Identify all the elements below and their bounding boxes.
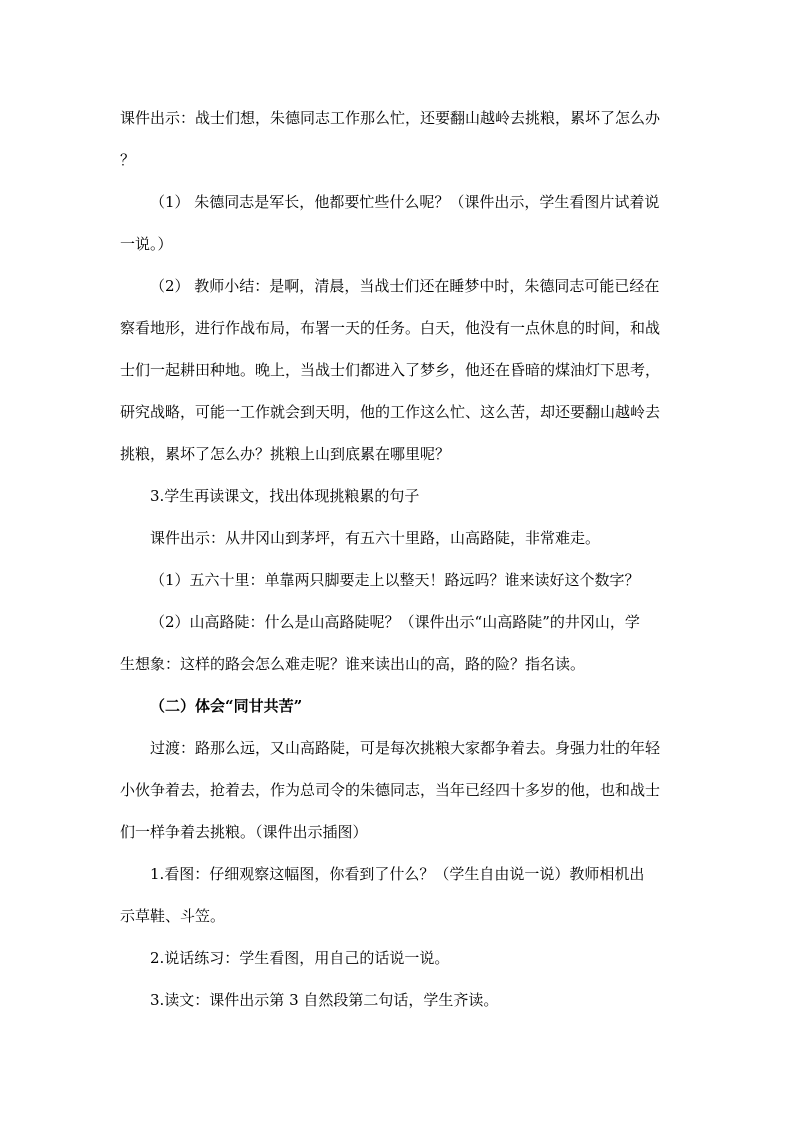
paragraph-line-2: ？ xyxy=(120,151,136,169)
paragraph-line-21: 2.说话练习：学生看图，用自己的话说一说。 xyxy=(150,949,450,967)
paragraph-line-18: 们一样争着去挑粮。（课件出示插图） xyxy=(120,823,368,841)
paragraph-line-3: （1） 朱德同志是军长，他都要忙些什么呢？（课件出示，学生看图片试着说 xyxy=(150,193,660,211)
paragraph-line-1: 课件出示：战士们想，朱德同志工作那么忙，还要翻山越岭去挑粮，累坏了怎么办 xyxy=(120,109,661,127)
paragraph-line-9: 挑粮，累坏了怎么办？挑粮上山到底累在哪里呢？ xyxy=(120,445,451,463)
paragraph-line-10: 3.学生再读课文，找出体现挑粮累的句子 xyxy=(150,487,420,505)
paragraph-line-12: （1）五六十里：单靠两只脚要走上以整天！路远吗？谁来读好这个数字？ xyxy=(150,571,640,589)
paragraph-line-13: （2）山高路陡：什么是山高路陡呢？（课件出示“山高路陡”的井冈山，学 xyxy=(150,613,640,631)
paragraph-line-17: 小伙争着去，抢着去，作为总司令的朱德同志，当年已经四十多岁的他，也和战士 xyxy=(120,781,661,799)
paragraph-line-19: 1.看图：仔细观察这幅图，你看到了什么？（学生自由说一说）教师相机出 xyxy=(150,865,645,883)
paragraph-line-5: （2） 教师小结：是啊，清晨，当战士们还在睡梦中时，朱德同志可能已经在 xyxy=(150,277,660,295)
section-heading: （二）体会“同甘共苦” xyxy=(150,697,303,715)
paragraph-line-7: 士们一起耕田种地。晚上，当战士们都进入了梦乡，他还在昏暗的煤油灯下思考， xyxy=(120,361,661,379)
paragraph-line-22: 3.读文：课件出示第 3 自然段第二句话，学生齐读。 xyxy=(150,991,499,1009)
paragraph-line-4: 一说。） xyxy=(120,235,173,253)
paragraph-line-20: 示草鞋、斗笠。 xyxy=(120,907,226,925)
paragraph-line-8: 研究战略，可能一工作就会到天明，他的工作这么忙、这么苦，却还要翻山越岭去 xyxy=(120,403,661,421)
paragraph-line-14: 生想象：这样的路会怎么难走呢？谁来读出山的高，路的险？指名读。 xyxy=(120,655,586,673)
paragraph-line-16: 过渡：路那么远，又山高路陡，可是每次挑粮大家都争着去。身强力壮的年轻 xyxy=(150,739,661,757)
paragraph-line-6: 察看地形，进行作战布局，布署一天的任务。白天，他没有一点休息的时间，和战 xyxy=(120,319,661,337)
paragraph-line-11: 课件出示：从井冈山到茅坪，有五六十里路，山高路陡，非常难走。 xyxy=(150,529,601,547)
